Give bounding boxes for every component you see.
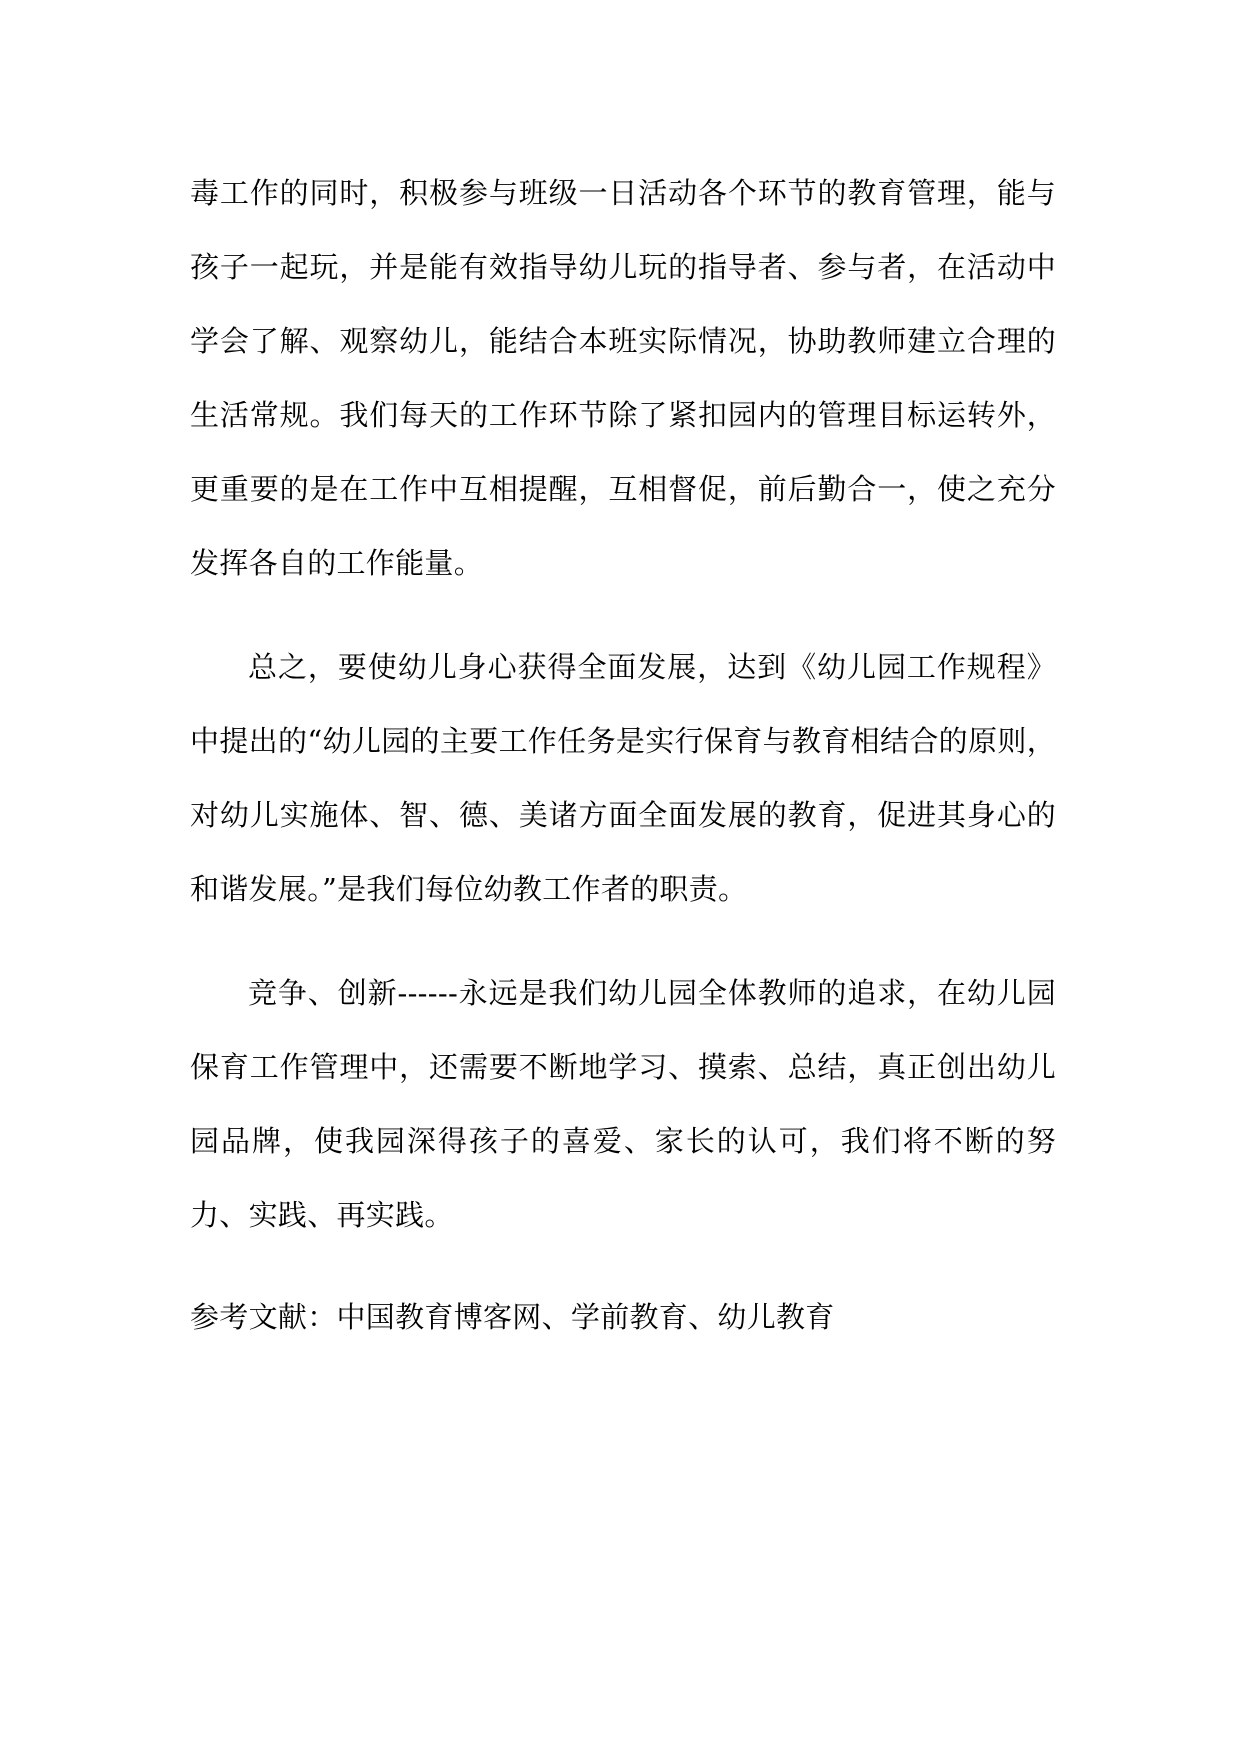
paragraph-continuation: 毒工作的同时，积极参与班级一日活动各个环节的教育管理，能与孩子一起玩，并是能有效指导幼儿玩的指导者、参与者，在活动中学会了解、观察幼儿，能结合本班实际情况，协助教师建立合理的生活常规。我们每天的工作环节除了紧扣园内的管理目标运转外，更重要的是在工作中互相提醒，互相督促，前后勤合一，使之充分发挥各自的工作能量。 xyxy=(190,176,1056,580)
document-body xyxy=(190,156,1056,1354)
references-line: 参考文献：中国教育博客网、学前教育、幼儿教育 xyxy=(190,1300,835,1334)
paragraph-summary: 总之，要使幼儿身心获得全面发展，达到《幼儿园工作规程》中提出的“幼儿园的主要工作任务是实行保育与教育相结合的原则，对幼儿实施体、智、德、美诸方面全面发展的教育，促进其身心的和谐发展。”是我们每位幼教工作者的职责。 xyxy=(190,650,1056,906)
paragraph-innovation: 竞争、创新------永远是我们幼儿园全体教师的追求，在幼儿园保育工作管理中，还需要不断地学习、摸索、总结，真正创出幼儿园品牌，使我园深得孩子的喜爱、家长的认可，我们将不断的努力、实践、再实践。 xyxy=(190,976,1056,1232)
